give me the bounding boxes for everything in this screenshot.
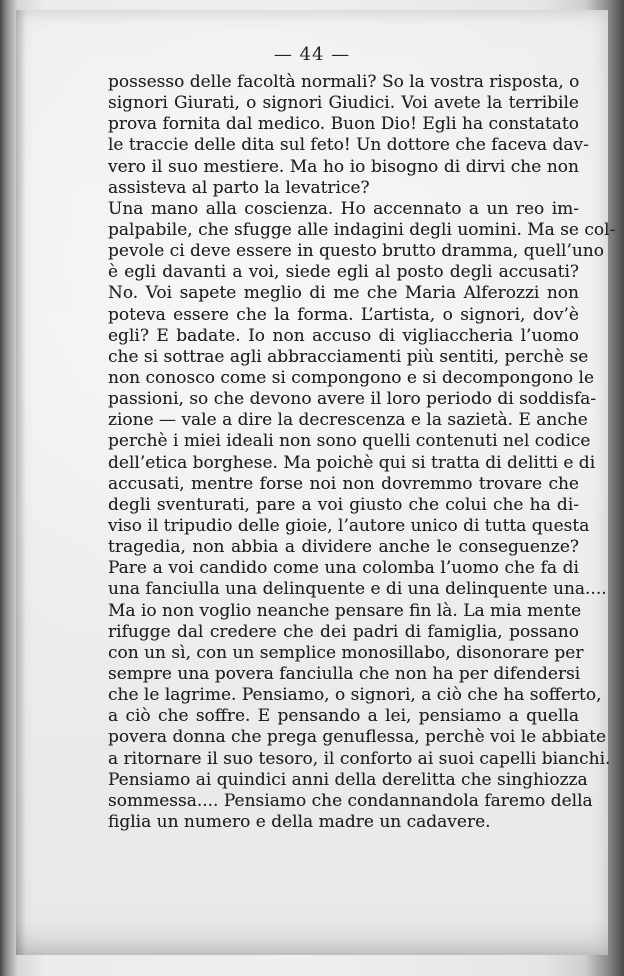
text-line-33: a ritornare il suo tesoro, il conforto ai suoi capelli bianchi. [108, 748, 611, 769]
text-line-16: passioni, so che devono avere il loro periodo di soddisfa- [108, 389, 597, 410]
text-line-11: No. Voi sapete meglio di me che Maria Alferozzi non [108, 283, 579, 304]
text-line-20: accusati, mentre forse noi non dovremmo trovare che [108, 473, 579, 494]
text-line-22: viso il tripudio delle gioie, l’autore unico di tutta questa [108, 515, 590, 536]
text-line-36: figlia un numero e della madre un cadavere. [108, 811, 491, 832]
text-line-8: palpabile, che sfugge alle indagini degli uomini. Ma se col- [108, 219, 616, 240]
text-line-3: prova fornita dal medico. Buon Dio! Egli ha constatato [108, 114, 579, 135]
text-line-17: zione — vale a dire la decrescenza e la sazietà. E anche [108, 410, 588, 431]
page-number: — 44 — [273, 44, 351, 65]
text-line-29: sempre una povera fanciulla che non ha per difendersi [108, 663, 581, 684]
text-line-12: poteva essere che la forma. L’artista, o signori, dov’è [108, 304, 579, 325]
text-line-15: non conosco come si compongono e si decompongono le [108, 367, 595, 388]
text-line-14: che si sottrae agli abbracciamenti più sentiti, perchè se [108, 346, 589, 367]
text-line-13: egli? E badate. Io non accuso di vigliaccheria l’uomo [108, 325, 579, 346]
text-line-2: signori Giurati, o signori Giudici. Voi avete la terribile [108, 93, 579, 114]
text-line-31: a ciò che soffre. E pensando a lei, pensiamo a quella [108, 706, 579, 727]
text-line-19: dell’etica borghese. Ma poichè qui si tratta di delitti e di [108, 452, 596, 473]
text-line-21: degli sventurati, pare a voi giusto che colui che ha di- [108, 494, 579, 515]
text-line-1: possesso delle facoltà normali? So la vostra risposta, o [108, 72, 580, 92]
text-line-6: assisteva al parto la levatrice? [108, 177, 370, 198]
text-line-28: con un sì, con un semplice monosillabo, disonorare per [108, 642, 584, 663]
text-line-9: pevole ci deve essere in questo brutto dramma, quell’uno [108, 241, 604, 262]
text-line-4: le traccie delle dita sul feto! Un dottore che faceva dav- [108, 135, 589, 156]
text-line-35: sommessa.... Pensiamo che condannandola faremo della [108, 790, 593, 811]
text-line-5: vero il suo mestiere. Ma ho io bisogno di dirvi che non [108, 156, 579, 177]
text-line-23: tragedia, non abbia a dividere anche le conseguenze? [108, 537, 579, 558]
text-line-18: perchè i miei ideali non sono quelli contenuti nel codice [108, 431, 591, 452]
text-line-26: Ma io non voglio neanche pensare fin là. La mia mente [108, 600, 582, 621]
text-line-10: è egli davanti a voi, siede egli al posto degli accusati? [108, 262, 579, 283]
text-line-24: Pare a voi candido come una colomba l’uomo che fa di [108, 558, 579, 579]
page-body-text [108, 72, 616, 833]
text-line-27: rifugge dal credere che dei padri di famiglia, possano [108, 621, 579, 642]
text-line-32: povera donna che prega genuflessa, perchè voi le abbiate [108, 727, 607, 748]
text-line-30: che le lagrime. Pensiamo, o signori, a ciò che ha sofferto, [108, 685, 602, 706]
paper-page [16, 10, 616, 955]
text-line-7: Una mano alla coscienza. Ho accennato a un reo im- [108, 198, 579, 219]
text-line-34: Pensiamo ai quindici anni della derelitta che singhiozza [108, 769, 588, 790]
text-line-25: una fanciulla una delinquente e di una delinquente una.... [108, 579, 607, 600]
